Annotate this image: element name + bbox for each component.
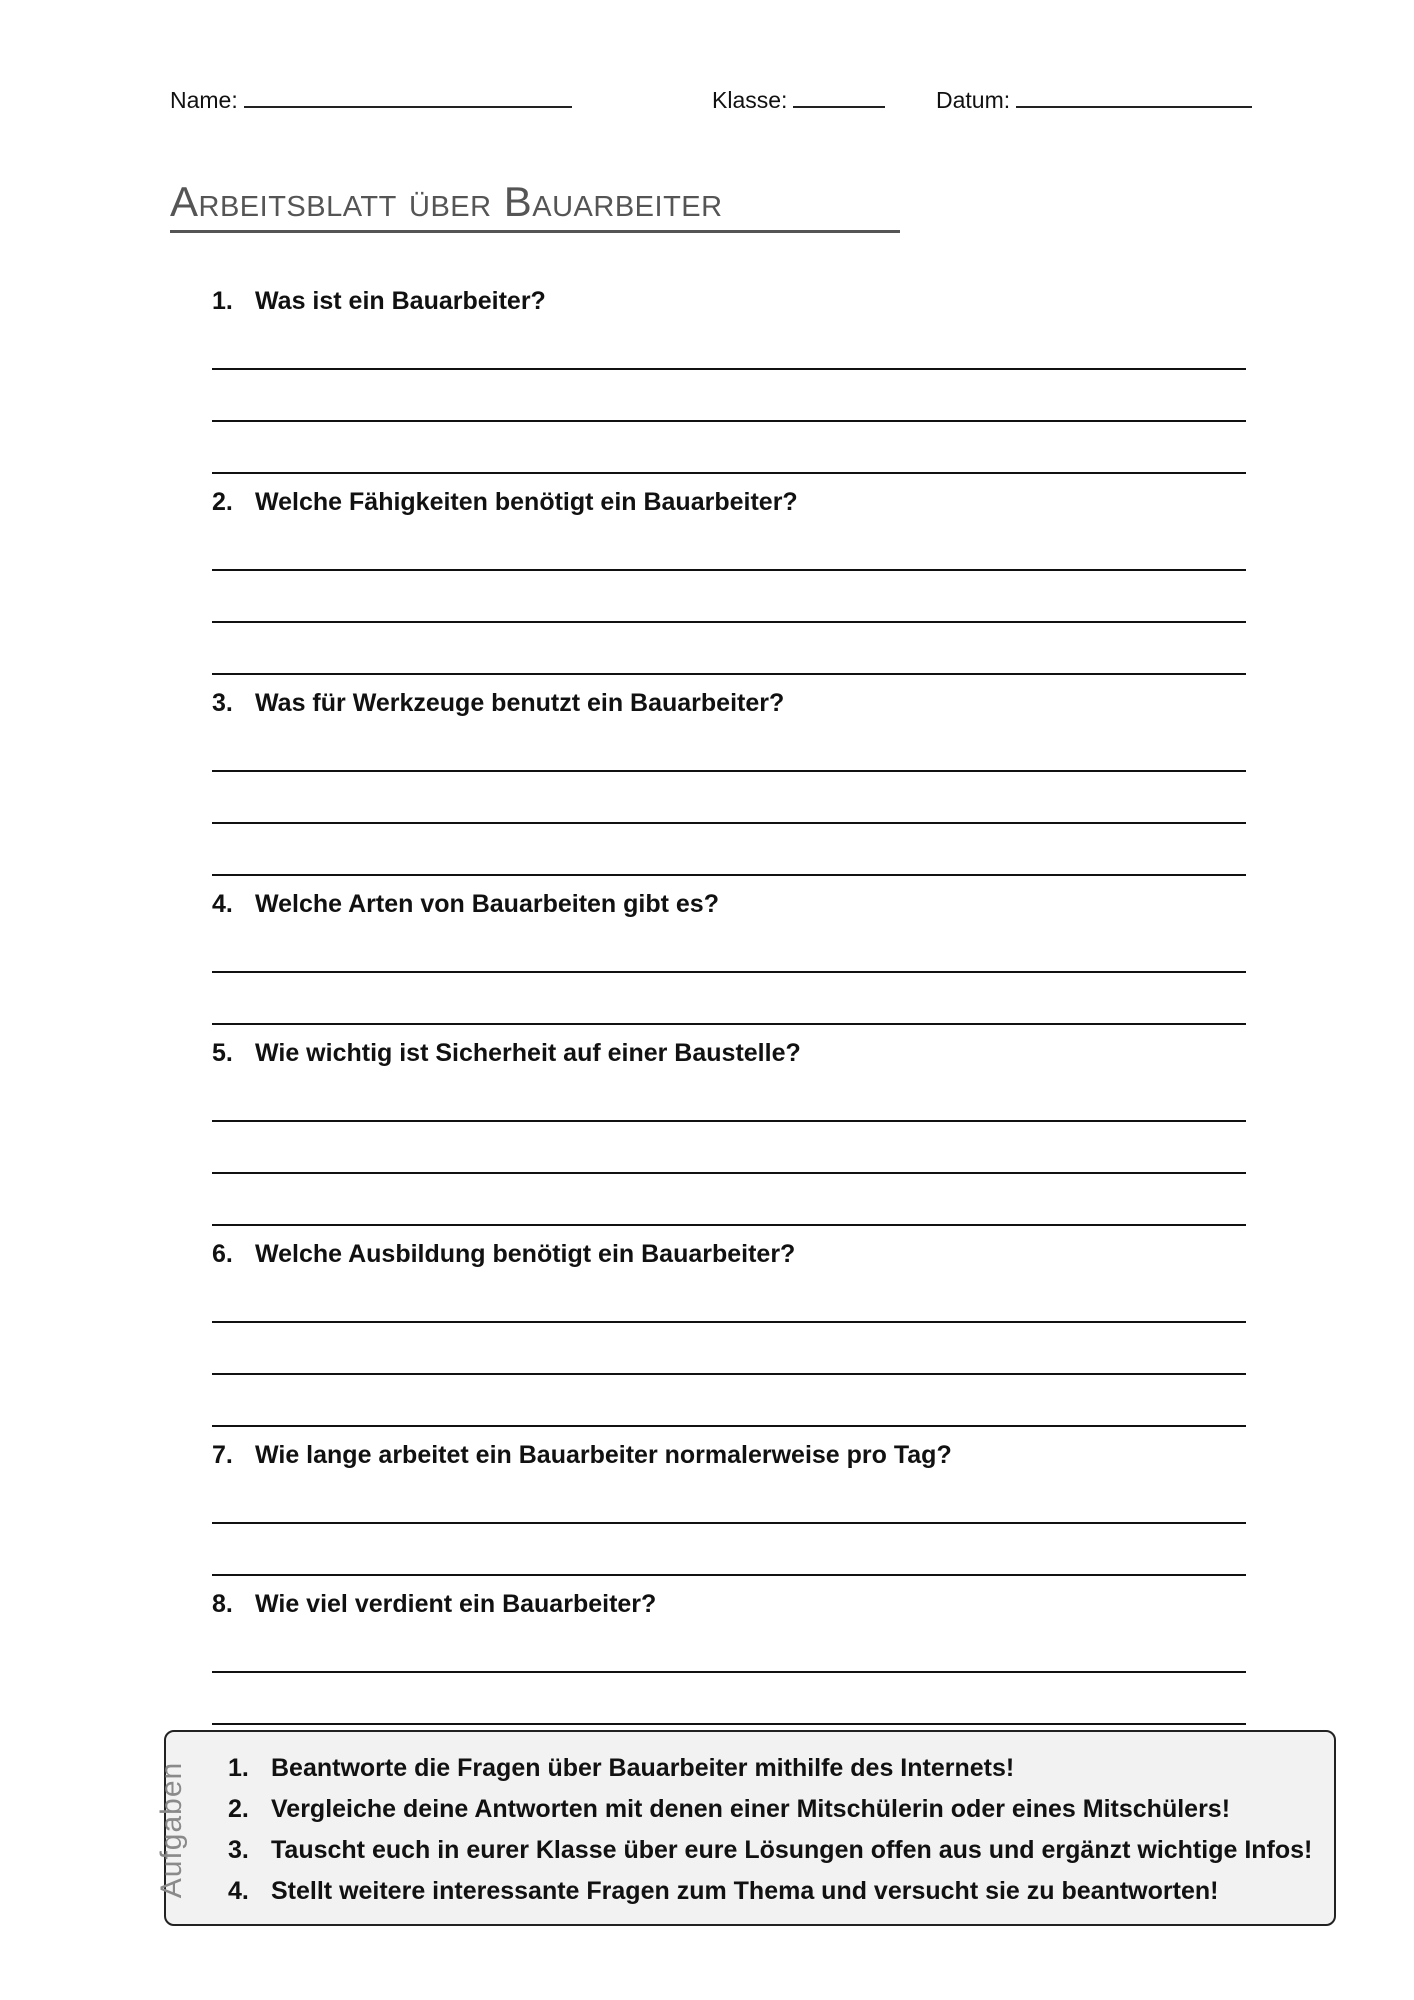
name-blank[interactable] <box>244 86 572 108</box>
answer-line[interactable] <box>212 1224 1246 1226</box>
question-6 <box>212 1237 1246 1438</box>
question-text: Wie viel verdient ein Bauarbeiter? <box>255 1590 657 1618</box>
name-label: Name: <box>170 87 238 113</box>
answer-line[interactable] <box>212 673 1246 675</box>
answer-line[interactable] <box>212 1723 1246 1725</box>
klasse-field[interactable] <box>712 86 885 114</box>
question-list <box>212 284 1246 1736</box>
question-5 <box>212 1036 1246 1237</box>
answer-line[interactable] <box>212 822 1246 824</box>
answer-line[interactable] <box>212 420 1246 422</box>
tasks-box <box>155 1730 1336 1926</box>
datum-blank[interactable] <box>1016 86 1252 108</box>
task-text: Tauscht euch in eurer Klasse über eure Lösungen offen aus und ergänzt wichtige Infos! <box>271 1836 1313 1864</box>
question-text: Was ist ein Bauarbeiter? <box>255 287 546 315</box>
question-text: Was für Werkzeuge benutzt ein Bauarbeiter? <box>255 689 785 717</box>
answer-line[interactable] <box>212 971 1246 973</box>
question-number: 6. <box>212 1240 233 1268</box>
question-number: 5. <box>212 1039 233 1067</box>
question-8 <box>212 1587 1246 1736</box>
klasse-label: Klasse: <box>712 87 788 113</box>
task-list <box>228 1748 1324 1912</box>
task-number: 1. <box>228 1754 249 1782</box>
task-text: Beantworte die Fragen über Bauarbeiter mithilfe des Internets! <box>271 1754 1015 1782</box>
task-number: 3. <box>228 1836 249 1864</box>
answer-line[interactable] <box>212 368 1246 370</box>
answer-line[interactable] <box>212 472 1246 474</box>
task-item <box>228 1871 1324 1912</box>
answer-line[interactable] <box>212 621 1246 623</box>
question-3 <box>212 686 1246 887</box>
question-text: Wie lange arbeitet ein Bauarbeiter normalerweise pro Tag? <box>255 1441 952 1469</box>
question-number: 7. <box>212 1441 233 1469</box>
answer-line[interactable] <box>212 1522 1246 1524</box>
question-number: 2. <box>212 488 233 516</box>
answer-line[interactable] <box>212 1120 1246 1122</box>
question-1 <box>212 284 1246 485</box>
question-text: Welche Ausbildung benötigt ein Bauarbeiter? <box>255 1240 796 1268</box>
answer-line[interactable] <box>212 1373 1246 1375</box>
answer-line[interactable] <box>212 1172 1246 1174</box>
klasse-blank[interactable] <box>793 86 885 108</box>
answer-line[interactable] <box>212 874 1246 876</box>
task-number: 2. <box>228 1795 249 1823</box>
task-text: Vergleiche deine Antworten mit denen einer Mitschülerin oder eines Mitschülers! <box>271 1795 1231 1823</box>
question-4 <box>212 887 1246 1036</box>
answer-line[interactable] <box>212 569 1246 571</box>
question-text: Welche Fähigkeiten benötigt ein Bauarbeiter? <box>255 488 798 516</box>
question-number: 3. <box>212 689 233 717</box>
tasks-label-text: Aufgaben <box>155 1761 188 1899</box>
answer-line[interactable] <box>212 1321 1246 1323</box>
question-number: 4. <box>212 890 233 918</box>
datum-field[interactable] <box>936 86 1252 114</box>
question-text: Welche Arten von Bauarbeiten gibt es? <box>255 890 719 918</box>
answer-line[interactable] <box>212 1425 1246 1427</box>
worksheet-header <box>170 86 1260 126</box>
answer-line[interactable] <box>212 1671 1246 1673</box>
question-2 <box>212 485 1246 686</box>
task-item <box>228 1789 1324 1830</box>
task-item <box>228 1748 1324 1789</box>
question-text: Wie wichtig ist Sicherheit auf einer Baustelle? <box>255 1039 801 1067</box>
question-number: 1. <box>212 287 233 315</box>
page-title: Arbeitsblatt über Bauarbeiter <box>170 178 900 233</box>
task-item <box>228 1830 1324 1871</box>
task-number: 4. <box>228 1877 249 1905</box>
question-number: 8. <box>212 1590 233 1618</box>
answer-line[interactable] <box>212 1574 1246 1576</box>
task-text: Stellt weitere interessante Fragen zum Thema und versucht sie zu beantworten! <box>271 1877 1219 1905</box>
answer-line[interactable] <box>212 1023 1246 1025</box>
answer-line[interactable] <box>212 770 1246 772</box>
datum-label: Datum: <box>936 87 1011 113</box>
question-7 <box>212 1438 1246 1587</box>
name-field[interactable] <box>170 86 572 114</box>
